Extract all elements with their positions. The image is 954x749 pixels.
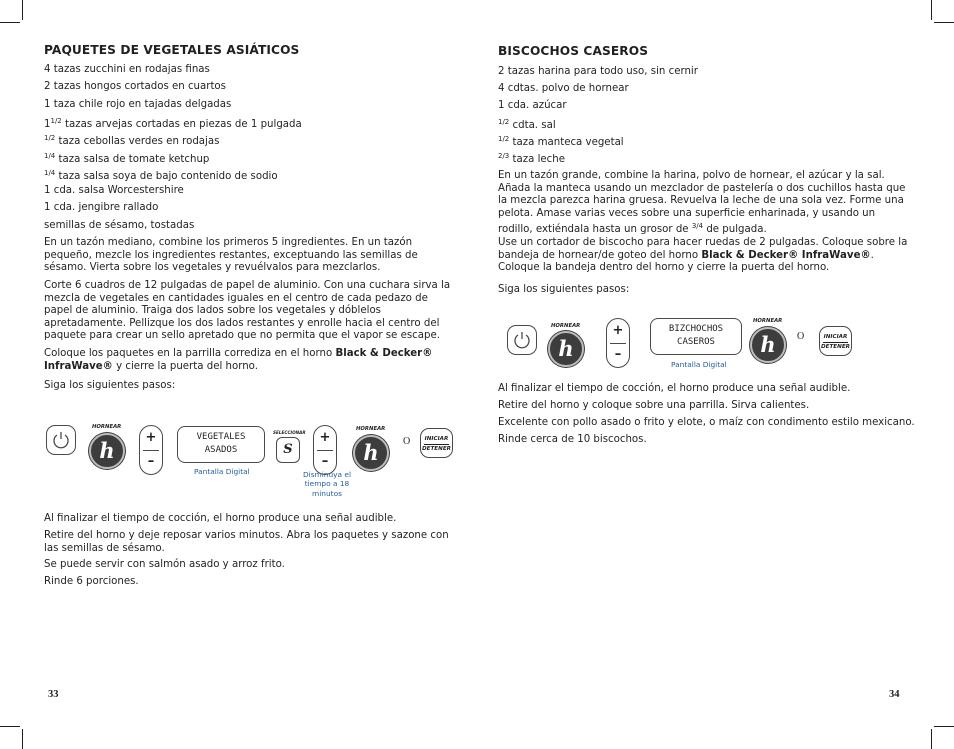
fraction: 3/4	[691, 222, 704, 231]
instruction-paragraph	[498, 170, 910, 237]
instruction-paragraph	[498, 237, 912, 275]
start-stop-button[interactable]	[420, 428, 453, 458]
time-adjust-buttons[interactable]	[606, 318, 630, 368]
bake-dial[interactable]	[89, 433, 125, 469]
select-button[interactable]: S	[276, 437, 300, 463]
recipe-title: PAQUETES DE VEGETALES ASIÁTICOS	[44, 43, 300, 57]
plus-icon[interactable]: +	[612, 323, 624, 338]
plus-icon[interactable]: +	[145, 430, 157, 445]
ingredient-item	[498, 133, 624, 149]
bake-label: HORNEAR	[551, 323, 581, 329]
after-step-text: Retire del horno y deje reposar varios minutos. Abra los paquetes y sazone con las semillas de sésamo.	[44, 530, 449, 554]
digital-display	[650, 318, 742, 355]
brand-name: Black & Decker® InfraWave®	[44, 348, 433, 372]
dial-letter: h	[363, 440, 379, 465]
ingredient-text: taza manteca vegetal	[509, 137, 624, 148]
after-step-text: Al finalizar el tiempo de cocción, el horno produce una señal audible.	[44, 513, 397, 524]
stop-label: DETENER	[422, 446, 451, 452]
crop-mark	[931, 729, 932, 749]
decrease-caption: Disminuya el tiempo a 18 minutos	[302, 470, 352, 498]
ingredient-item	[44, 98, 231, 111]
power-icon	[47, 426, 75, 454]
ingredient-text: 1 cda. salsa Worcestershire	[44, 185, 184, 197]
display-line: VEGETALES	[196, 432, 246, 442]
after-step-text: Rinde cerca de 10 biscochos.	[498, 434, 647, 445]
start-stop-button[interactable]	[819, 326, 852, 356]
power-button[interactable]	[507, 325, 537, 355]
ingredient-item	[44, 115, 302, 131]
power-icon	[508, 326, 536, 354]
ingredient-item	[44, 219, 194, 232]
recipe-title: BISCOCHOS CASEROS	[498, 44, 649, 58]
instruction-paragraph: Corte 6 cuadros de 12 pulgadas de papel de aluminio. Con una cuchara sirva la mezcla de vegetales en cantidades iguales en el centro de cada pedazo de papel de aluminio. Traiga dos lados sobre los vegetales y dóblelos apretadamente. Pellizque los dos lados restantes y enrolle hacia el centro del paquete para crear un sello apretado que no permita que el vapor se escape.	[44, 280, 451, 342]
fraction: 1/4	[44, 151, 56, 160]
ingredient-item	[498, 82, 629, 95]
ingredient-text: 1 taza chile rojo en tajadas delgadas	[44, 98, 232, 110]
fraction: 1/2	[498, 118, 510, 126]
ingredient-text: taza salsa de tomate ketchup	[55, 153, 210, 165]
crop-mark	[934, 726, 954, 727]
select-label: SELECCIONAR	[273, 430, 306, 435]
ingredient-item	[44, 150, 209, 166]
display-caption: Pantalla Digital	[671, 360, 727, 369]
or-label: O	[403, 436, 411, 447]
crop-mark	[22, 0, 23, 20]
text-run: y cierre la puerta del horno.	[112, 360, 258, 372]
ingredient-text: cdta. sal	[509, 120, 556, 131]
stop-label: DETENER	[821, 344, 850, 350]
or-label: O	[797, 331, 805, 342]
text-run: Coloque los paquetes en la parrilla corrediza en el horno	[44, 348, 336, 359]
minus-icon[interactable]: –	[321, 454, 329, 469]
text-run: de pulgada.	[703, 224, 767, 236]
bake-dial[interactable]	[548, 331, 584, 367]
display-line: ASADOS	[204, 445, 238, 455]
text-run: Use un cortador de biscocho para hacer ruedas de 2 pulgadas. Coloque sobre la bandeja de hornear/de goteo del horno	[498, 237, 908, 261]
page-number: 33	[48, 689, 59, 700]
ingredient-item	[498, 116, 556, 132]
crop-mark	[931, 0, 932, 20]
after-step-text: Excelente con pollo asado o frito y elote, o maíz con condimento estilo mexicano.	[498, 417, 915, 428]
ingredient-text: 4 tazas zucchini en rodajas finas	[44, 64, 210, 75]
digital-display	[177, 426, 265, 463]
divider	[317, 450, 333, 451]
dial-letter: h	[99, 438, 115, 463]
instruction-paragraph	[44, 348, 456, 373]
ingredient-text: 4 cdtas. polvo de hornear	[498, 83, 629, 94]
bake-dial[interactable]	[750, 327, 786, 363]
ingredient-text: 2 tazas hongos cortados en cuartos	[44, 81, 226, 93]
crop-mark	[0, 726, 20, 727]
after-step-text: Se puede servir con salmón asado y arroz frito.	[44, 559, 285, 570]
brand-name: Black & Decker® InfraWave®	[701, 249, 871, 261]
display-line: CASEROS	[677, 337, 715, 347]
ingredient-item	[498, 99, 567, 112]
ingredient-item	[44, 63, 210, 76]
after-step-text: Rinde 6 porciones.	[44, 576, 139, 587]
instruction-paragraph: En un tazón mediano, combine los primeros 5 ingredientes. En un tazón pequeño, mezcle los ingredientes restantes, exceptuando las semillas de sésamo. Vierta sobre los vegetales y revuélvalos para mezclarlos.	[44, 237, 418, 274]
bake-label: HORNEAR	[753, 318, 783, 324]
text-run: . Coloque la bandeja dentro del horno y cierre la puerta del horno.	[498, 249, 874, 274]
time-adjust-buttons[interactable]	[139, 425, 163, 475]
bake-dial[interactable]	[353, 435, 389, 471]
start-label: INICIAR	[424, 436, 449, 442]
ingredient-item	[44, 184, 184, 197]
crop-mark	[934, 22, 954, 23]
crop-mark	[22, 729, 23, 749]
after-step-text: Al finalizar el tiempo de cocción, el horno produce una señal audible.	[498, 383, 851, 394]
minus-icon[interactable]: –	[614, 347, 622, 362]
ingredient-text: taza cebollas verdes en rodajas	[55, 136, 220, 148]
ingredient-text: 1 cda. azúcar	[498, 100, 567, 111]
start-label: INICIAR	[823, 334, 848, 340]
ingredient-text: 1 cda. jengibre rallado	[44, 202, 159, 214]
ingredient-text: semillas de sésamo, tostadas	[44, 219, 195, 231]
plus-icon[interactable]: +	[319, 430, 331, 445]
fraction: 1/2	[50, 116, 62, 125]
dial-letter: h	[760, 332, 776, 357]
bake-label: HORNEAR	[92, 424, 122, 430]
fraction: 2/3	[498, 152, 510, 160]
ingredient-text: 2 tazas harina para todo uso, sin cernir	[498, 66, 698, 77]
ingredient-item	[498, 150, 565, 166]
ingredient-item	[44, 167, 278, 183]
ingredient-item	[44, 132, 219, 148]
dial-letter: h	[558, 336, 574, 361]
divider	[143, 450, 159, 451]
ingredient-text: taza salsa soya de bajo contenido de sodio	[55, 170, 278, 182]
display-line: BIZCHOCHOS	[668, 324, 724, 334]
display-caption: Pantalla Digital	[194, 467, 250, 476]
bake-label: HORNEAR	[356, 426, 386, 432]
steps-intro: Siga los siguientes pasos:	[498, 284, 630, 295]
minus-icon[interactable]: –	[147, 454, 155, 469]
steps-intro: Siga los siguientes pasos:	[44, 380, 176, 391]
whole-number: 1	[44, 118, 51, 130]
ingredient-item	[498, 65, 698, 78]
time-adjust-buttons[interactable]	[313, 425, 337, 475]
crop-mark	[0, 22, 20, 23]
ingredient-item	[44, 201, 158, 214]
fraction: 1/2	[498, 135, 510, 143]
ingredient-text: tazas arvejas cortadas en piezas de 1 pulgada	[61, 118, 302, 130]
text-run: En un tazón grande, combine la harina, polvo de hornear, el azúcar y la sal. Añada la manteca usando un mezclador de pastelería o dos cuchillos hasta que la mezcla parezca harina gruesa. Revuelva la leche de una sola vez. Forme una pelota. Amase varias veces sobre una superficie enharinada, y usando un rodillo, extiéndala hasta un grosor de	[498, 170, 906, 236]
ingredient-text: taza leche	[509, 154, 565, 165]
power-button[interactable]	[46, 425, 76, 455]
divider	[610, 343, 626, 344]
ingredient-item	[44, 80, 226, 93]
fraction: 1/4	[44, 168, 56, 177]
page-number: 34	[889, 689, 900, 700]
fraction: 1/2	[44, 134, 56, 143]
after-step-text: Retire del horno y coloque sobre una parrilla. Sirva calientes.	[498, 400, 810, 411]
